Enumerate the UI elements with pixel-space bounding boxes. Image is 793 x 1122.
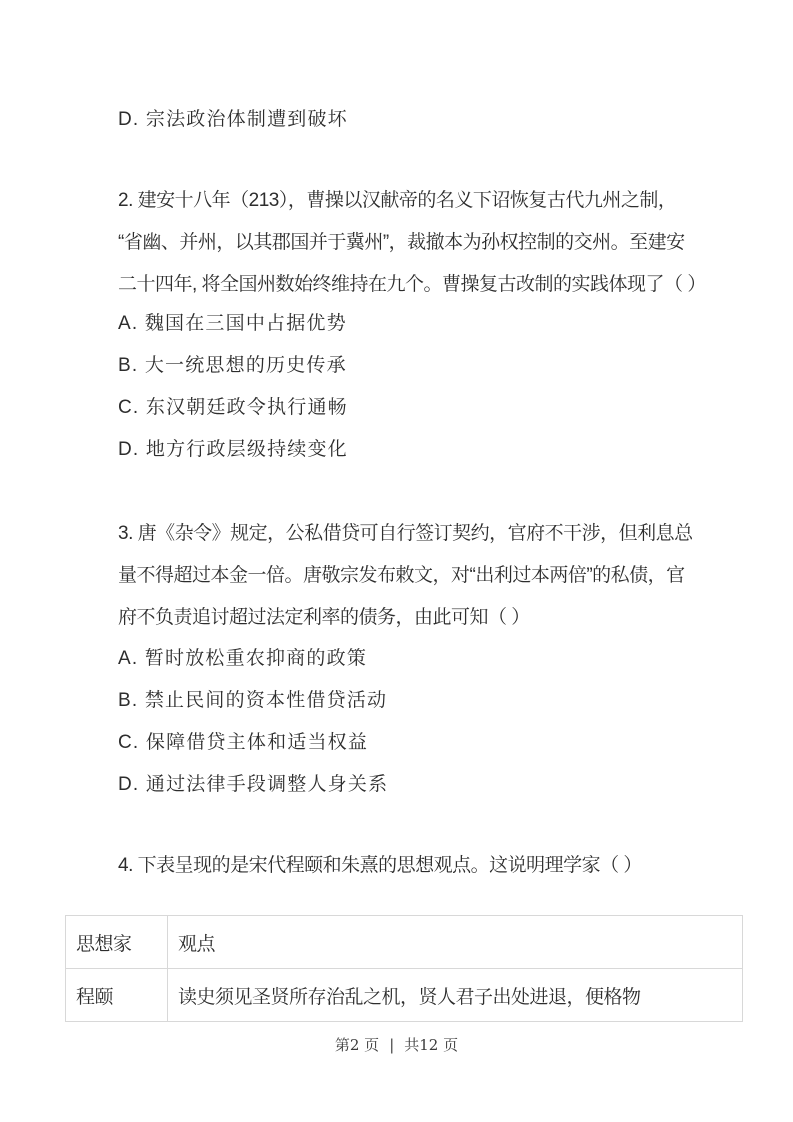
question-2-stem-line-1: 2. 建安十八年（213），曹操以汉献帝的名义下诏恢复古代九州之制， [118,190,677,211]
table-header-viewpoint: 观点 [168,916,743,969]
question-4-stem-line-1: 4. 下表呈现的是宋代程颐和朱熹的思想观点。这说明理学家（ ） [118,855,642,876]
question-2-stem-line-3: 二十四年, 将全国州数始终维持在九个。曹操复古改制的实践体现了（ ） [118,274,706,295]
table-cell-viewpoint: 读史须见圣贤所存治乱之机，贤人君子出处进退，便格物 [168,969,743,1022]
footer-total-pages: 共12 页 [404,1036,459,1054]
question-2-option-d: D. 地方行政层级持续变化 [118,439,348,460]
page-footer [0,1034,793,1055]
question-2-option-c: C. 东汉朝廷政令执行通畅 [118,397,348,418]
thinkers-table [65,915,743,1022]
question-3-stem-line-2: 量不得超过本金一倍。唐敬宗发布敕文，对“出利过本两倍”的私债，官 [118,565,685,586]
question-3-option-d: D. 通过法律手段调整人身关系 [118,774,389,795]
question-3-option-b: B. 禁止民间的资本性借贷活动 [118,690,388,711]
question-3-stem-line-3: 府不负责追讨超过法定利率的债务，由此可知（ ） [118,607,530,628]
table-row [66,969,743,1022]
table-header-thinker: 思想家 [66,916,168,969]
table-cell-thinker: 程颐 [66,969,168,1022]
table-header-row [66,916,743,969]
question-3-option-a: A. 暂时放松重农抑商的政策 [118,648,368,669]
question-3-stem-line-1: 3. 唐《杂令》规定，公私借贷可自行签订契约，官府不干涉，但利息总 [118,523,693,544]
question-3-option-c: C. 保障借贷主体和适当权益 [118,732,369,753]
question-2-option-b: B. 大一统思想的历史传承 [118,355,347,376]
question-2-stem-line-2: “省幽、并州，以其郡国并于冀州”，裁撤本为孙权控制的交州。至建安 [118,232,685,253]
question-2-option-a: A. 魏国在三国中占据优势 [118,313,347,334]
prev-question-option-d: D. 宗法政治体制遭到破坏 [118,109,348,130]
footer-separator: | [389,1036,395,1054]
footer-page-number: 第2 页 [334,1036,380,1054]
